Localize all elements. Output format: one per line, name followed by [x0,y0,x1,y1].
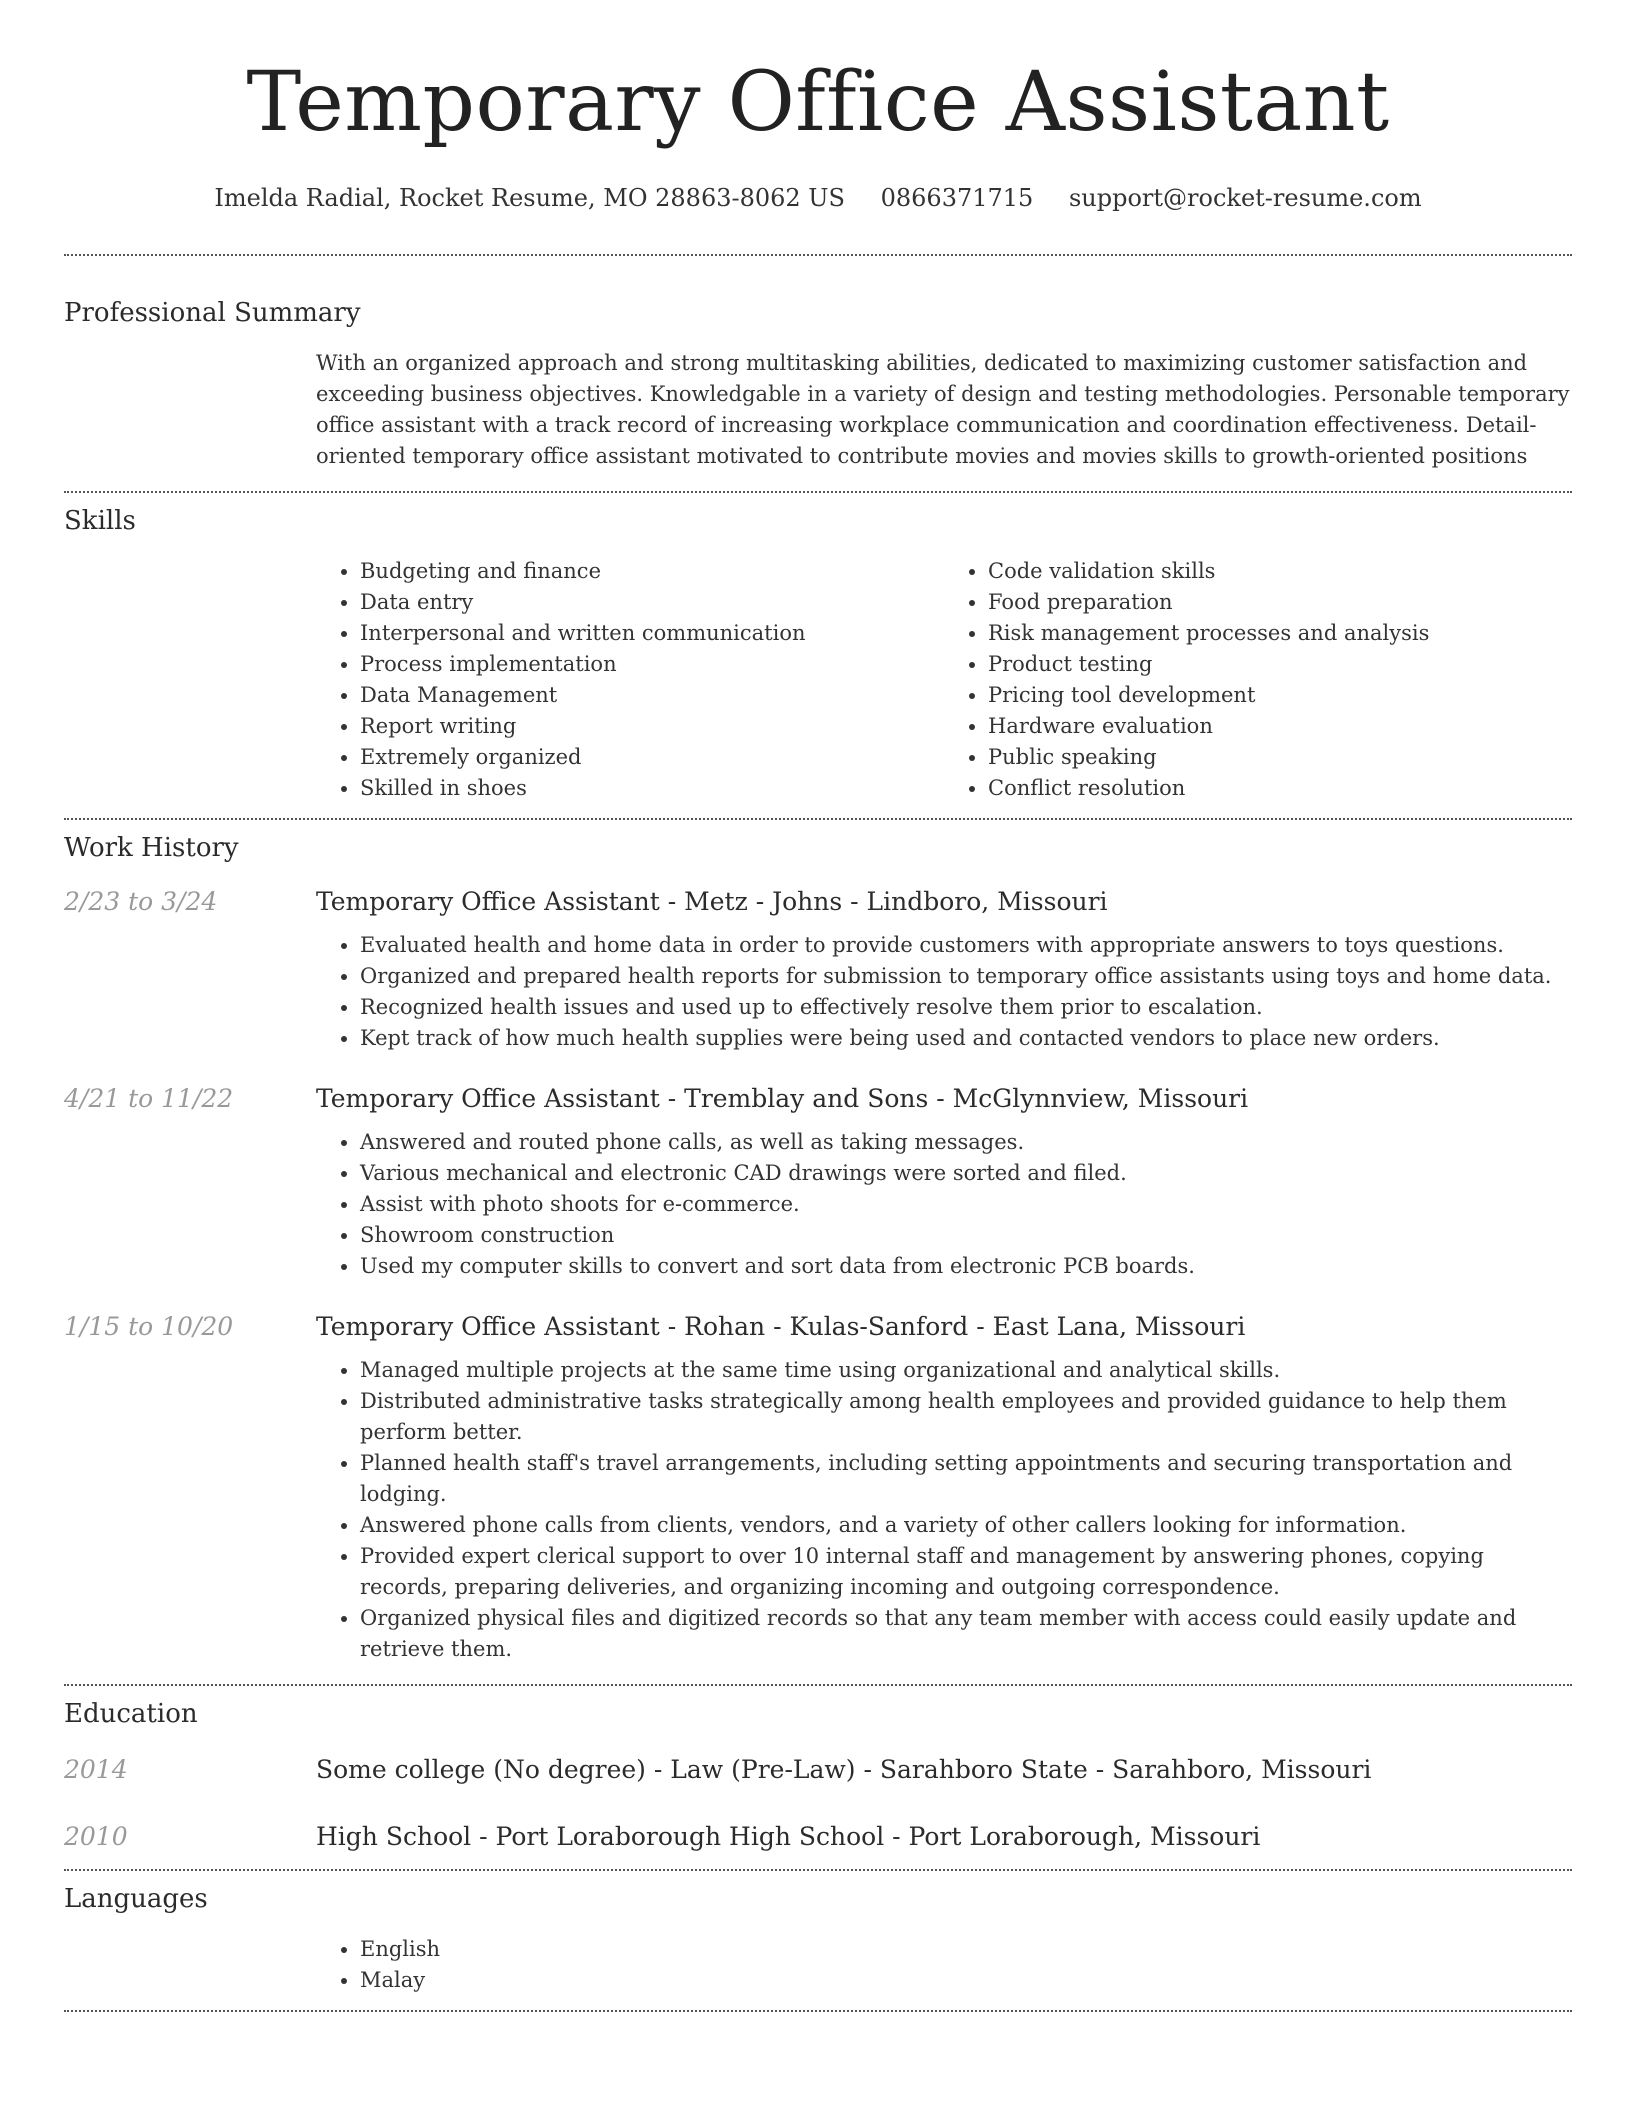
skill-item: • Budgeting and finance [360,556,944,587]
job-title: Temporary Office Assistant - Metz - Johns - Lindboro, Missouri [316,887,1108,916]
job-bullet: • Answered phone calls from clients, vendors, and a variety of other callers looking for information. [360,1510,1572,1541]
divider [64,1869,1572,1871]
language-item: • English [360,1934,1572,1965]
section-education [64,1697,1572,1851]
job-bullet: • Distributed administrative tasks strategically among health employees and provided guidance to help them perform better. [360,1386,1572,1448]
skills-columns [316,556,1572,804]
job-bullet: • Answered and routed phone calls, as well as taking messages. [360,1127,1572,1158]
job-entry [64,1084,1572,1282]
section-work-history [64,831,1572,1665]
resume-title: Temporary Office Assistant [246,55,1390,150]
job-bullet: • Evaluated health and home data in order to provide customers with appropriate answers to toys questions. [360,930,1572,961]
job-bullet: • Showroom construction [360,1220,1572,1251]
skill-item: • Code validation skills [988,556,1572,587]
education-detail: High School - Port Loraborough High School - Port Loraborough, Missouri [316,1822,1261,1851]
job-date: 4/21 to 11/22 [64,1084,234,1113]
job-bullet: • Kept track of how much health supplies were being used and contacted vendors to place new orders. [360,1023,1572,1054]
job-entry [64,887,1572,1054]
resume-page [64,0,1572,2012]
job-header [64,1084,1572,1113]
skill-item: • Conflict resolution [988,773,1572,804]
skill-item: • Report writing [360,711,944,742]
skill-item: • Interpersonal and written communication [360,618,944,649]
job-bullets [316,930,1572,1054]
skills-list-right [944,556,1572,804]
skill-item: • Food preparation [988,587,1572,618]
section-languages [64,1882,1572,1996]
education-year: 2010 [64,1822,128,1851]
job-bullet: • Managed multiple projects at the same time using organizational and analytical skills. [360,1355,1572,1386]
skill-item: • Process implementation [360,649,944,680]
section-summary [64,296,1572,472]
section-skills [64,504,1572,804]
job-bullet: • Recognized health issues and used up to effectively resolve them prior to escalation. [360,992,1572,1023]
job-header [64,887,1572,916]
contact-address: Imelda Radial, Rocket Resume, MO 28863-8062 US [214,184,845,212]
skill-item: • Hardware evaluation [988,711,1572,742]
skill-item: • Pricing tool development [988,680,1572,711]
divider [64,491,1572,493]
skill-item: • Extremely organized [360,742,944,773]
divider [64,254,1572,256]
education-entry [64,1755,1572,1784]
education-entry [64,1822,1572,1851]
job-bullet: • Planned health staff's travel arrangements, including setting appointments and securing transportation and lodging. [360,1448,1572,1510]
section-heading-skills: Skills [64,506,136,536]
job-bullet: • Assist with photo shoots for e-commerce. [360,1189,1572,1220]
skill-item: • Skilled in shoes [360,773,944,804]
divider [64,2010,1572,2012]
job-bullet: • Organized and prepared health reports for submission to temporary office assistants using toys and home data. [360,961,1572,992]
job-title: Temporary Office Assistant - Rohan - Kulas-Sanford - East Lana, Missouri [316,1312,1246,1341]
job-list [64,887,1572,1665]
skills-list-left [316,556,944,804]
skill-item: • Data Management [360,680,944,711]
education-year: 2014 [64,1755,128,1784]
section-heading-summary: Professional Summary [64,298,361,328]
divider [64,818,1572,820]
contact-email: support@rocket-resume.com [1068,184,1422,212]
summary-text: With an organized approach and strong multitasking abilities, dedicated to maximizing customer satisfaction and exceeding business objectives. Knowledgable in a variety of design and testing methodologies. Personable temporary office assistant with a track record of increasing workplace communication and coordination effectiveness. Detail-oriented temporary office assistant motivated to contribute movies and movies skills to growth-oriented positions [316,351,1570,468]
contact-line [64,182,1572,214]
job-date: 2/23 to 3/24 [64,887,218,916]
languages-block [316,1934,1572,1996]
skill-item: • Data entry [360,587,944,618]
job-bullet: • Provided expert clerical support to over 10 internal staff and management by answering phones, copying records, preparing deliveries, and organizing incoming and outgoing correspondence. [360,1541,1572,1603]
section-heading-languages: Languages [64,1884,208,1914]
skill-item: • Public speaking [988,742,1572,773]
job-bullet: • Used my computer skills to convert and sort data from electronic PCB boards. [360,1251,1572,1282]
job-title: Temporary Office Assistant - Tremblay and Sons - McGlynnview, Missouri [316,1084,1249,1113]
section-heading-work: Work History [64,833,239,863]
education-detail: Some college (No degree) - Law (Pre-Law) - Sarahboro State - Sarahboro, Missouri [316,1755,1372,1784]
languages-list [316,1934,1572,1996]
language-item: • Malay [360,1965,1572,1996]
job-date: 1/15 to 10/20 [64,1312,234,1341]
education-list [64,1755,1572,1851]
skill-item: • Product testing [988,649,1572,680]
job-bullet: • Organized physical files and digitized records so that any team member with access could easily update and retrieve them. [360,1603,1572,1665]
job-bullets [316,1127,1572,1282]
job-bullets [316,1355,1572,1665]
job-entry [64,1312,1572,1665]
skill-item: • Risk management processes and analysis [988,618,1572,649]
section-heading-education: Education [64,1699,198,1729]
job-bullet: • Various mechanical and electronic CAD drawings were sorted and filed. [360,1158,1572,1189]
contact-phone: 0866371715 [880,184,1034,212]
divider [64,1684,1572,1686]
job-header [64,1312,1572,1341]
